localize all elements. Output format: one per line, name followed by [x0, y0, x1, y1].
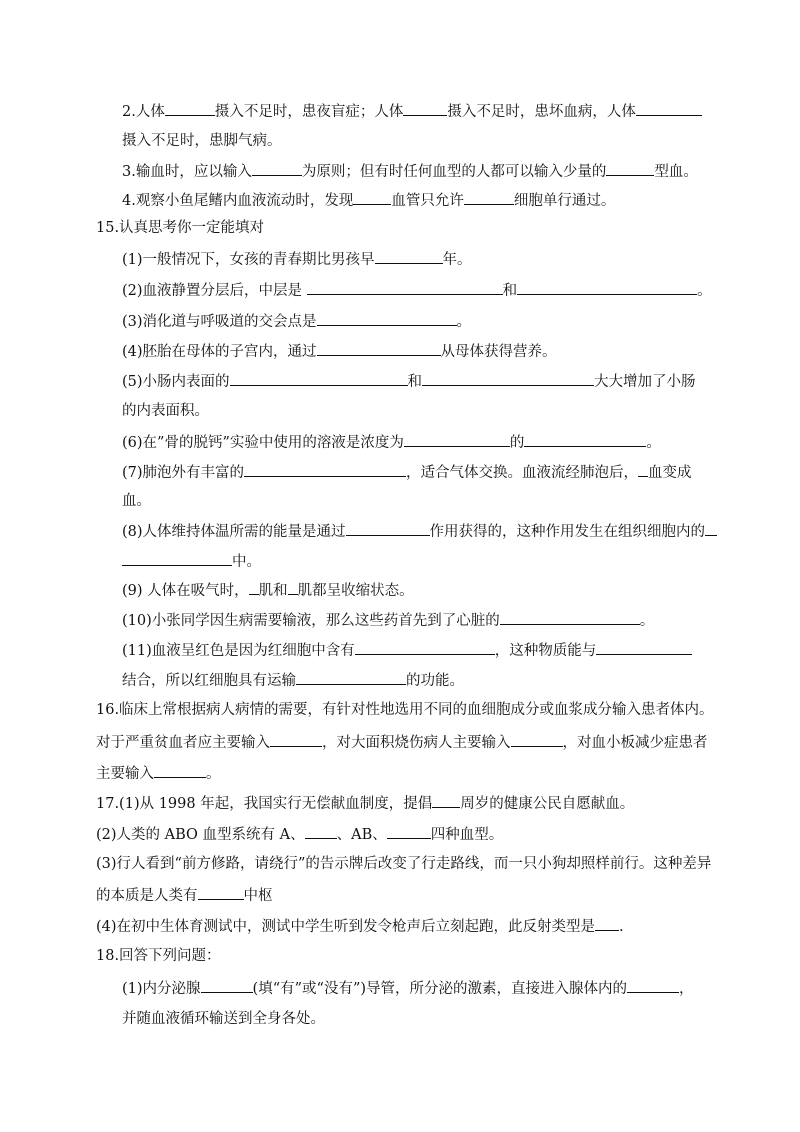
- q17-part-1: [96, 792, 634, 814]
- q17-part-1-blank[interactable]: [432, 792, 460, 808]
- q14-item-2-text-c: 摄入不足时，患坏血病，人体: [447, 104, 636, 120]
- q15-part-3-text-b: 。: [456, 314, 472, 330]
- q17-part-4-blank[interactable]: [595, 915, 619, 931]
- q15-part-8-line-1: [122, 520, 717, 542]
- q15-part-7-blank-1[interactable]: [244, 461, 406, 477]
- q15-part-3: [122, 310, 471, 332]
- q15-part-5-text-a: (5)小肠内表面的: [122, 374, 230, 390]
- q15-part-11-blank-1[interactable]: [355, 639, 495, 655]
- q16-blank-2[interactable]: [511, 731, 563, 747]
- q15-part-8-text-c: 中。: [232, 554, 261, 570]
- q14-item-3-text-b: 为原则；但有时任何血型的人都可以输入少量的: [301, 164, 607, 180]
- q15-part-3-text-a: (3)消化道与呼吸道的交会点是: [122, 314, 317, 330]
- q15-part-5-text-c: 大大增加了小肠: [594, 374, 696, 390]
- q15-part-10-blank[interactable]: [500, 609, 640, 625]
- q15-part-7-text-a: (7)肺泡外有丰富的: [122, 465, 245, 481]
- q14-item-2-text-d: 摄入不足时，患脚气病。: [122, 133, 282, 149]
- q15-part-11-text-b: ，这种物质能与: [494, 643, 597, 659]
- q15-part-4-blank[interactable]: [317, 340, 441, 356]
- q15-part-9-text-c: 肌都呈收缩状态。: [297, 583, 414, 599]
- q15-part-7-text-d: 血。: [122, 493, 151, 509]
- q15-part-2-text-b: 和: [502, 283, 518, 299]
- q17-part-2-text-a: (2)人类的 ABO 血型系统有 A、: [96, 827, 305, 843]
- q15-part-2-text-c: 。: [697, 283, 712, 299]
- q15-part-8-blank-1[interactable]: [346, 520, 430, 536]
- q15-part-7-text-b: ，适合气体交换。血液流经肺泡后，: [406, 465, 639, 481]
- q14-item-2-line-1: [122, 100, 702, 122]
- q15-part-1-blank[interactable]: [375, 248, 443, 264]
- q14-item-4-text-a: 4.观察小鱼尾鳍内血液流动时，发现: [122, 193, 354, 209]
- q16-line-3: [96, 762, 221, 784]
- q14-item-2-text-b: 摄入不足时，患夜盲症；人体: [214, 104, 404, 120]
- q15-part-5-text-b: 和: [407, 374, 423, 390]
- q15-part-8-blank-2a[interactable]: [705, 520, 717, 536]
- q15-part-2-blank-2[interactable]: [517, 279, 697, 295]
- q15-part-9-text-b: 肌和: [258, 583, 288, 599]
- q14-item-4-text-b: 血管只允许: [391, 193, 464, 209]
- q15-title: 15.认真思考你一定能填对: [96, 220, 265, 236]
- q17-part-2-blank-1[interactable]: [305, 823, 337, 839]
- q16-blank-3[interactable]: [154, 762, 206, 778]
- q15-part-7-blank-2[interactable]: [638, 461, 648, 477]
- q18-part-1-blank-2[interactable]: [627, 977, 679, 993]
- q18-part-1-text-b: (填“有”或“没有”)导管，所分泌的激素，直接进入腺体内的: [252, 981, 628, 997]
- q15-part-11-blank-2[interactable]: [596, 639, 692, 655]
- q18-part-1-blank-1[interactable]: [201, 977, 253, 993]
- q16-text-a: 对于严重贫血者应主要输入: [96, 735, 270, 751]
- q17-part-4-text-b: .: [619, 919, 624, 935]
- q15-part-10-text-b: 。: [639, 613, 655, 629]
- q18-part-1-line-2: 并随血液循环输送到全身各处。: [122, 1011, 325, 1027]
- q15-part-8-blank-2b[interactable]: [122, 550, 232, 566]
- q14-item-4-text-c: 细胞单行通过。: [513, 193, 616, 209]
- q17-part-2-text-c: 四种血型。: [430, 827, 504, 843]
- q15-part-11-text-c: 结合，所以红细胞具有运输: [122, 673, 296, 689]
- q15-part-6: [122, 431, 661, 453]
- q15-part-6-text-b: 的: [509, 435, 525, 451]
- q17-part-2-blank-2[interactable]: [387, 823, 431, 839]
- q15-part-2-blank-1[interactable]: [307, 279, 503, 295]
- q15-part-7-line-1: [122, 461, 692, 483]
- q14-item-2-blank-3[interactable]: [636, 100, 702, 116]
- q15-part-11-line-1: [122, 639, 692, 661]
- q14-item-2-line-2: [122, 131, 282, 151]
- q18-title: 18.回答下列问题：: [96, 948, 221, 964]
- q15-part-10-text-a: (10)小张同学因生病需要输液，那么这些药首先到了心脏的: [122, 613, 500, 629]
- q15-part-7-line-2: [122, 491, 151, 511]
- q15-part-4-text-b: 从母体获得营养。: [440, 344, 557, 360]
- q17-part-3-text-c: 中枢: [243, 888, 273, 904]
- q16-line-2: [96, 731, 708, 753]
- q15-part-11-text-d: 的功能。: [406, 673, 464, 689]
- q17-part-4-text-a: (4)在初中生体育测试中，测试中学生听到发令枪声后立刻起跑，此反射类型是: [96, 919, 596, 935]
- q15-part-6-blank-1[interactable]: [404, 431, 510, 447]
- q14-item-2-text-a: 2.人体: [122, 104, 165, 120]
- q15-part-11-line-2: [122, 669, 464, 691]
- q15-part-11-text-a: (11)血液呈红色是因为红细胞中含有: [122, 643, 355, 659]
- q15-part-8-text-a: (8)人体维持体温所需的能量是通过: [122, 524, 346, 540]
- q15-part-5-blank-2[interactable]: [422, 370, 594, 386]
- q15-part-5-line-2: [122, 401, 209, 421]
- q15-part-5-blank-1[interactable]: [230, 370, 408, 386]
- q15-part-6-text-c: 。: [646, 435, 661, 451]
- q18-part-1-text-c: ，: [679, 981, 694, 997]
- q16-text-c: ，对血小板减少症患者: [562, 735, 708, 751]
- q15-part-6-text-a: (6)在”骨的脱钙”实验中使用的溶液是浓度为: [122, 435, 404, 451]
- q15-part-8-text-b: 作用获得的，这种作用发生在组织细胞内的: [429, 524, 706, 540]
- q17-part-4: [96, 915, 624, 937]
- q15-part-1-text-b: 年。: [442, 252, 472, 268]
- q14-item-4: [122, 189, 615, 211]
- q14-item-3-text-c: 型血。: [654, 164, 698, 180]
- q17-part-1-text-b: 周岁的健康公民自愿献血。: [460, 796, 635, 812]
- q18-part-1-line-1: [122, 977, 694, 999]
- q15-part-3-blank[interactable]: [317, 310, 457, 326]
- q17-part-2-text-b: 、AB、: [336, 827, 387, 843]
- q17-part-1-text-a: 17.(1)从 1998 年起，我国实行无偿献血制度，提倡: [96, 796, 433, 812]
- q16-text-d: 主要输入: [96, 766, 154, 782]
- q18-part-1-text-a: (1)内分泌腺: [122, 981, 201, 997]
- q15-part-11-blank-3[interactable]: [296, 669, 406, 685]
- q17-part-2: [96, 823, 503, 845]
- q15-part-10: [122, 609, 654, 631]
- q17-part-3-line-1: (3)行人看到“前方修路，请绕行”的告示牌后改变了行走路线，而一只小狗却照样前行。这种差异: [96, 856, 712, 872]
- q14-item-3-blank-2[interactable]: [606, 160, 654, 176]
- q14-item-3: [122, 160, 698, 182]
- q15-part-7-text-c: 血变成: [648, 465, 692, 481]
- q15-part-5-line-1: [122, 370, 696, 392]
- q14-item-2-blank-1[interactable]: [165, 100, 215, 116]
- q17-part-3-line-2: [96, 884, 273, 906]
- q15-part-5-text-d: 的内表面积。: [122, 403, 209, 419]
- q15-part-6-blank-2[interactable]: [524, 431, 646, 447]
- q15-part-1-text-a: (1)一般情况下，女孩的青春期比男孩早: [122, 252, 375, 268]
- q15-part-9-text-a: (9) 人体在吸气时，: [122, 583, 249, 599]
- q15-part-2-text-a: (2)血液静置分层后，中层是: [122, 283, 303, 299]
- q15-part-9-blank-2[interactable]: [288, 579, 298, 595]
- q16-text-e: 。: [206, 766, 221, 782]
- q14-item-2-blank-2[interactable]: [403, 100, 447, 116]
- q15-part-1: [122, 248, 472, 270]
- q15-part-9-blank-1[interactable]: [249, 579, 259, 595]
- q15-part-9: [122, 579, 414, 601]
- q14-item-3-text-a: 3.输血时，应以输入: [122, 164, 252, 180]
- q14-item-4-blank-1[interactable]: [353, 189, 391, 205]
- q16-blank-1[interactable]: [270, 731, 322, 747]
- q14-item-3-blank-1[interactable]: [252, 160, 302, 176]
- q15-part-2: [122, 279, 712, 301]
- q15-part-8-line-2: [122, 550, 261, 572]
- q17-part-3-text-b: 的本质是人类有: [96, 888, 198, 904]
- q15-part-4: [122, 340, 557, 362]
- q14-item-4-blank-2[interactable]: [464, 189, 514, 205]
- q15-part-4-text-a: (4)胚胎在母体的子宫内，通过: [122, 344, 317, 360]
- q17-part-3-blank[interactable]: [198, 884, 244, 900]
- q16-text-b: ，对大面积烧伤病人主要输入: [322, 735, 511, 751]
- q16-line-1: 16.临床上常根据病人病情的需要，有针对性地选用不同的血细胞成分或血浆成分输入患者体内。: [96, 702, 714, 718]
